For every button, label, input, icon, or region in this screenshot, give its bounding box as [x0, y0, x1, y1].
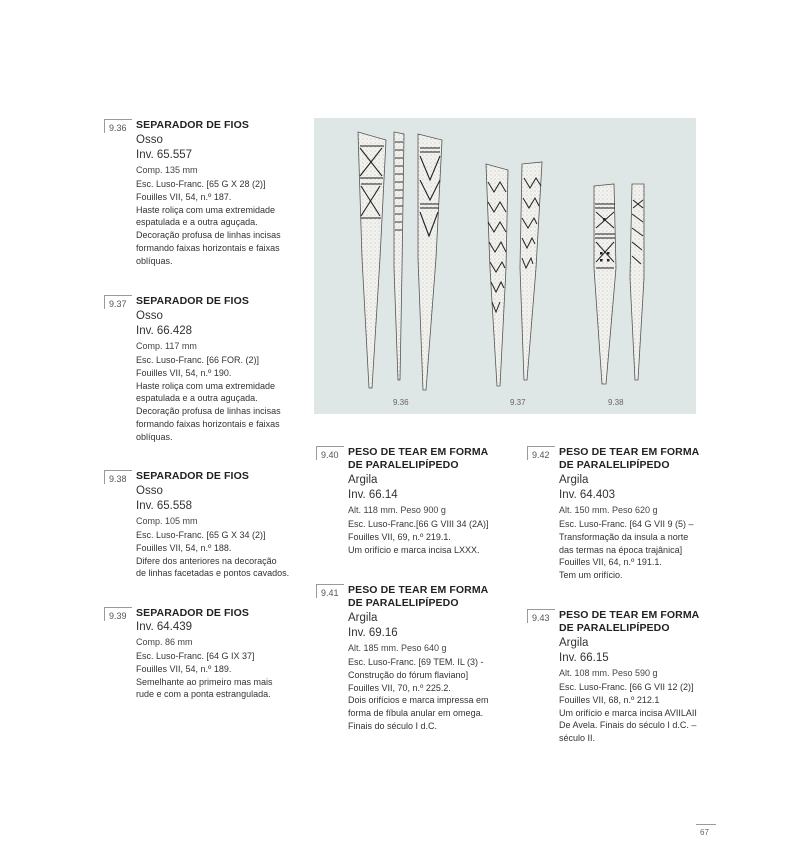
entry-number-box: 9.43: [527, 609, 555, 623]
page-number: 67: [700, 828, 709, 837]
entry-description: Esc. Luso-Franc. [66 FOR. (2)] Fouilles VII, 54, n.º 190. Haste roliça com uma extremidade espatulada e a outra aguçada. Decoração profusa de linhas incisas formando faixas horizontais e faixas oblíquas.: [136, 355, 281, 442]
entry-inventory: Inv. 66.14: [348, 489, 398, 501]
caption-9-38: 9.38: [608, 398, 624, 407]
entry-title: SEPARADOR DE FIOS: [136, 119, 249, 131]
bone-separators-illustration: [314, 118, 696, 414]
entry-description: Esc. Luso-Franc. [66 G VII 12 (2)] Fouilles VII, 68, n.º 212.1 Um orifício e marca incisa AVIILAII De Avela. Finais do século I d.C. – século II.: [559, 682, 697, 744]
entry-material: Osso: [136, 485, 163, 497]
entry-title: SEPARADOR DE FIOS: [136, 470, 249, 482]
entry-material: Argila: [559, 474, 589, 486]
entry-dimensions: Alt. 108 mm. Peso 590 g: [559, 668, 658, 678]
entry-inventory: Inv. 66.15: [559, 652, 609, 664]
entry-number-box: 9.42: [527, 446, 555, 460]
entry-description: Esc. Luso-Franc. [65 G X 28 (2)] Fouilles VII, 54, n.º 187. Haste roliça com uma extremidade espatulada e a outra aguçada. Decoração profusa de linhas incisas formando faixas horizontais e faixas oblíquas.: [136, 179, 281, 266]
entry-9-42: [532, 446, 734, 582]
entry-material: Argila: [559, 637, 589, 649]
separator-9-37: [486, 162, 542, 386]
entry-number-box: 9.39: [104, 607, 132, 621]
entry-number-box: 9.40: [316, 446, 344, 460]
entry-title: SEPARADOR DE FIOS: [136, 607, 249, 619]
entry-dimensions: Comp. 105 mm: [136, 516, 198, 526]
entry-inventory: Inv. 64.439: [136, 621, 193, 633]
entry-title: PESO DE TEAR EM FORMA DE PARALELIPÍPEDO: [348, 584, 489, 609]
entry-description: Esc. Luso-Franc. [69 TEM. IL (3) - Construção do fórum flaviano] Fouilles VII, 70, n.º 225.2. Dois orifícios e marca impressa em forma de fíbula anular em omega. Finais do século I d.C.: [348, 657, 489, 731]
entry-number-box: 9.41: [316, 584, 344, 598]
entry-material: Osso: [136, 310, 163, 322]
entry-dimensions: Alt. 185 mm. Peso 640 g: [348, 643, 447, 653]
entry-material: Argila: [348, 612, 378, 624]
entry-number-box: 9.37: [104, 295, 132, 309]
entry-title: PESO DE TEAR EM FORMA DE PARALELIPÍPEDO: [348, 446, 489, 471]
entry-dimensions: Comp. 117 mm: [136, 341, 197, 351]
entry-inventory: Inv. 64.403: [559, 489, 616, 501]
entry-dimensions: Alt. 150 mm. Peso 620 g: [559, 505, 658, 515]
entry-material: Osso: [136, 134, 163, 146]
separator-9-36: [358, 132, 442, 390]
entry-9-38: [109, 470, 306, 580]
entry-description: Esc. Luso-Franc. [65 G X 34 (2)] Fouilles VII, 54, n.º 188. Difere dos anteriores na decoração de linhas facetadas e pontos cavados.: [136, 530, 290, 579]
entry-inventory: Inv. 65.557: [136, 149, 193, 161]
entry-inventory: Inv. 69.16: [348, 627, 398, 639]
entry-dimensions: Comp. 86 mm: [136, 637, 193, 647]
caption-9-37: 9.37: [510, 398, 526, 407]
entry-inventory: Inv. 66.428: [136, 325, 193, 337]
entry-9-41: [321, 584, 518, 733]
entry-material: Argila: [348, 474, 378, 486]
entry-dimensions: Comp. 135 mm: [136, 165, 198, 175]
entry-9-40: [321, 446, 518, 556]
entry-number-box: 9.38: [104, 470, 132, 484]
entry-number-box: 9.36: [104, 119, 132, 133]
entry-title: PESO DE TEAR EM FORMA DE PARALELIPÍPEDO: [559, 446, 700, 471]
entry-inventory: Inv. 65.558: [136, 500, 193, 512]
entry-title: SEPARADOR DE FIOS: [136, 295, 249, 307]
entry-9-36: [109, 119, 306, 268]
entry-9-43: [532, 609, 734, 745]
page-number-rule: [696, 824, 716, 825]
entry-9-39: [109, 607, 306, 701]
separator-9-38: [594, 184, 644, 384]
entry-description: Esc. Luso-Franc.[66 G VIII 34 (2A)] Fouilles VII, 69, n.º 219.1. Um orifício e marca incisa LXXX.: [348, 519, 489, 555]
caption-9-36: 9.36: [393, 398, 409, 407]
entry-description: Esc. Luso-Franc. [64 G IX 37] Fouilles VII, 54, n.º 189. Semelhante ao primeiro mas mais rude e com a ponta estrangulada.: [136, 651, 273, 700]
entry-dimensions: Alt. 118 mm. Peso 900 g: [348, 505, 446, 515]
figure-plate: [314, 118, 696, 414]
entry-9-37: [109, 295, 306, 444]
entry-title: PESO DE TEAR EM FORMA DE PARALELIPÍPEDO: [559, 609, 700, 634]
entry-description: Esc. Luso-Franc. [64 G VII 9 (5) – Transformação da insula a norte das termas na época trajânica] Fouilles VII, 64, n.º 191.1. Tem um orifício.: [559, 519, 694, 581]
